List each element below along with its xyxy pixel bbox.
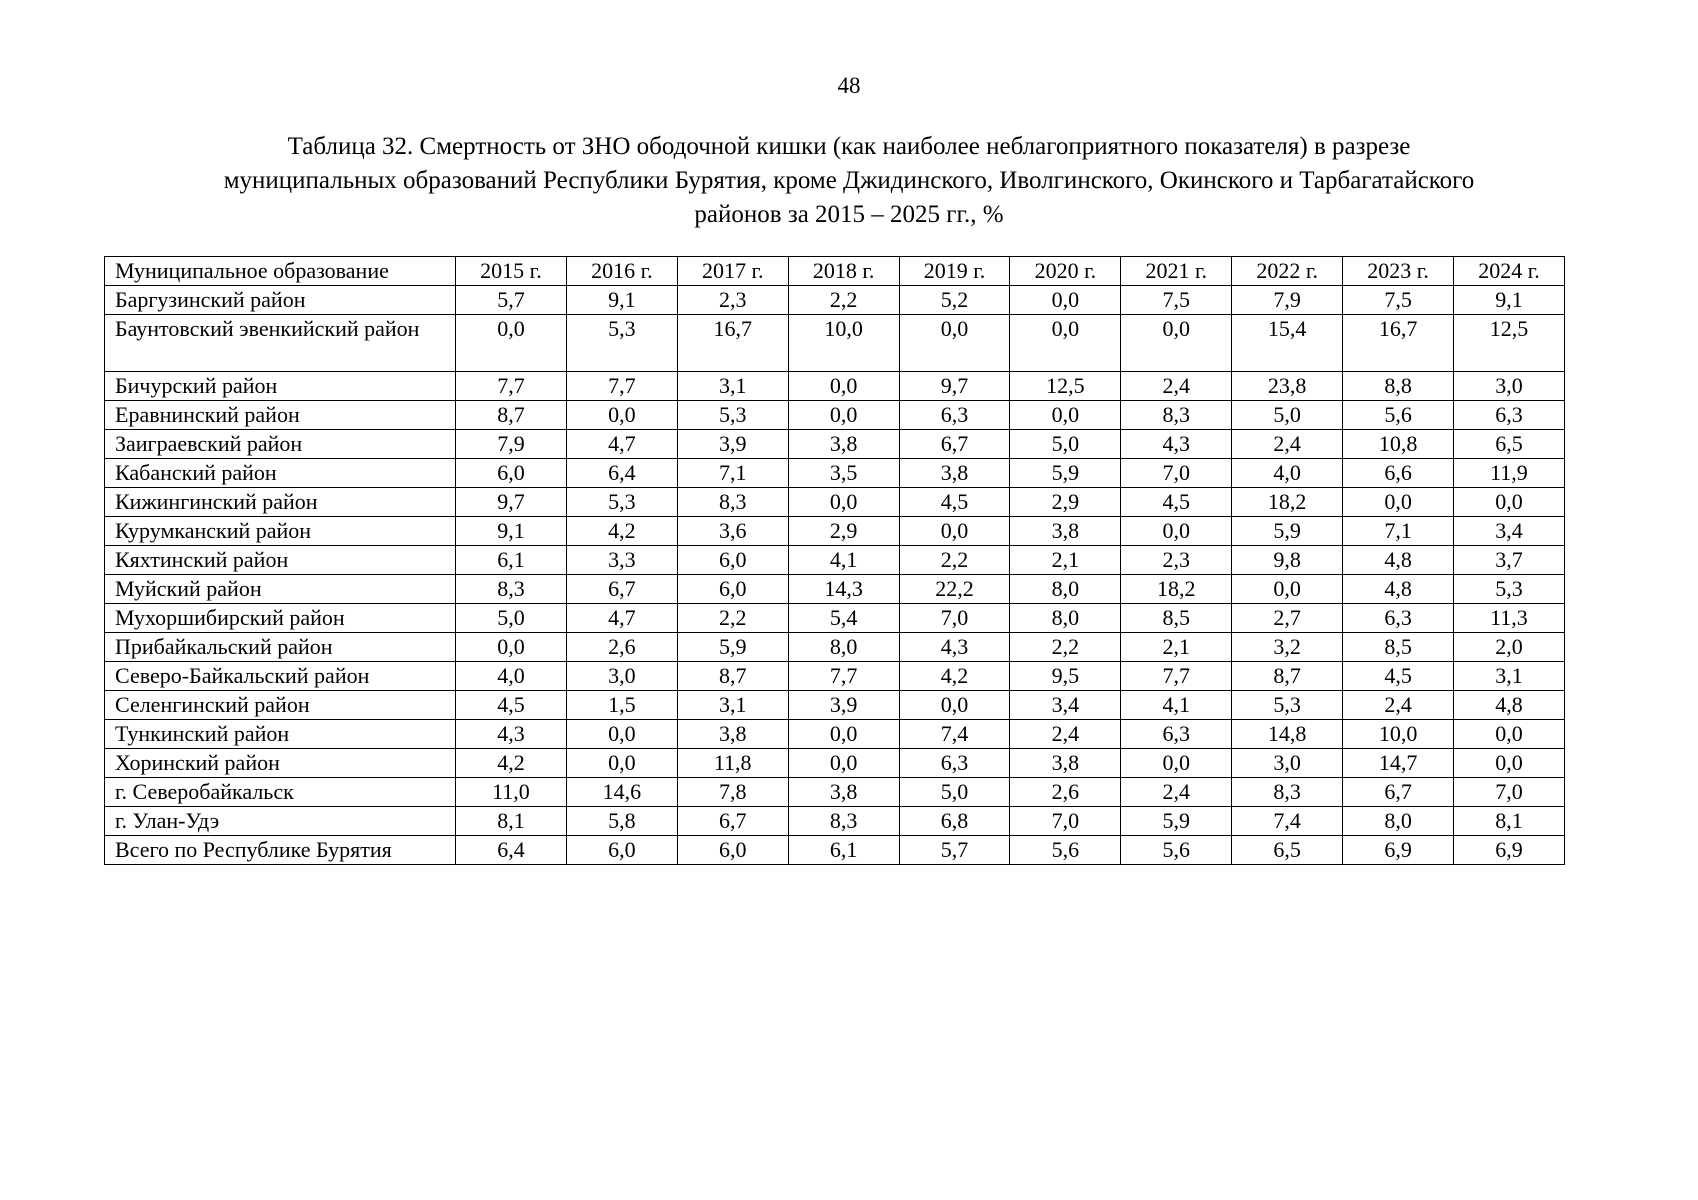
mortality-value: 5,9 <box>1121 807 1232 836</box>
mortality-value: 3,0 <box>1454 372 1565 401</box>
mortality-value: 2,7 <box>1232 604 1343 633</box>
mortality-value: 14,6 <box>566 778 677 807</box>
table-caption <box>90 130 1608 232</box>
table-row <box>105 575 1565 604</box>
header-year: 2022 г. <box>1232 257 1343 286</box>
mortality-value: 2,1 <box>1010 546 1121 575</box>
table-row <box>105 401 1565 430</box>
mortality-value: 0,0 <box>1454 749 1565 778</box>
mortality-value: 2,1 <box>1121 633 1232 662</box>
mortality-value: 0,0 <box>899 315 1010 372</box>
mortality-value: 3,9 <box>788 691 899 720</box>
mortality-value: 4,3 <box>899 633 1010 662</box>
municipality-name: Хоринский район <box>105 749 456 778</box>
mortality-value: 14,8 <box>1232 720 1343 749</box>
table-row <box>105 517 1565 546</box>
mortality-value: 6,8 <box>899 807 1010 836</box>
mortality-value: 8,7 <box>1232 662 1343 691</box>
table-row <box>105 430 1565 459</box>
mortality-value: 8,1 <box>1454 807 1565 836</box>
mortality-value: 4,5 <box>456 691 567 720</box>
mortality-value: 3,1 <box>677 691 788 720</box>
mortality-value: 0,0 <box>456 633 567 662</box>
mortality-value: 6,1 <box>788 836 899 865</box>
mortality-value: 0,0 <box>1343 488 1454 517</box>
mortality-value: 6,3 <box>1343 604 1454 633</box>
mortality-value: 5,3 <box>1232 691 1343 720</box>
mortality-value: 6,3 <box>899 749 1010 778</box>
mortality-value: 3,8 <box>1010 749 1121 778</box>
table-body <box>105 286 1565 865</box>
mortality-value: 6,3 <box>1121 720 1232 749</box>
mortality-value: 4,8 <box>1454 691 1565 720</box>
mortality-value: 5,3 <box>566 488 677 517</box>
mortality-value: 8,0 <box>1343 807 1454 836</box>
mortality-value: 0,0 <box>788 720 899 749</box>
mortality-value: 8,0 <box>1010 604 1121 633</box>
mortality-value: 0,0 <box>1121 315 1232 372</box>
table-row <box>105 604 1565 633</box>
mortality-value: 0,0 <box>788 488 899 517</box>
mortality-value: 10,0 <box>1343 720 1454 749</box>
mortality-value: 6,0 <box>677 546 788 575</box>
mortality-value: 11,3 <box>1454 604 1565 633</box>
mortality-value: 3,8 <box>1010 517 1121 546</box>
mortality-value: 14,7 <box>1343 749 1454 778</box>
mortality-value: 7,5 <box>1343 286 1454 315</box>
mortality-value: 4,5 <box>1343 662 1454 691</box>
mortality-value: 8,3 <box>1232 778 1343 807</box>
mortality-value: 4,1 <box>1121 691 1232 720</box>
municipality-name: Баунтовский эвенкийский район <box>105 315 456 372</box>
mortality-value: 6,3 <box>1454 401 1565 430</box>
mortality-value: 5,3 <box>1454 575 1565 604</box>
mortality-value: 0,0 <box>1454 720 1565 749</box>
municipality-name: Баргузинский район <box>105 286 456 315</box>
mortality-value: 0,0 <box>899 517 1010 546</box>
mortality-value: 4,8 <box>1343 546 1454 575</box>
mortality-value: 7,7 <box>1121 662 1232 691</box>
caption-line-2: муниципальных образований Республики Бурятия, кроме Джидинского, Иволгинского, Окинского и Тарбагатайского <box>223 167 1475 194</box>
mortality-value: 7,1 <box>1343 517 1454 546</box>
mortality-value: 6,1 <box>456 546 567 575</box>
mortality-value: 5,0 <box>1232 401 1343 430</box>
mortality-value: 3,8 <box>899 459 1010 488</box>
mortality-value: 3,3 <box>566 546 677 575</box>
mortality-value: 9,5 <box>1010 662 1121 691</box>
mortality-value: 0,0 <box>1454 488 1565 517</box>
mortality-value: 2,6 <box>1010 778 1121 807</box>
mortality-value: 4,7 <box>566 430 677 459</box>
mortality-value: 4,5 <box>1121 488 1232 517</box>
mortality-value: 7,4 <box>899 720 1010 749</box>
mortality-value: 2,4 <box>1343 691 1454 720</box>
mortality-value: 8,7 <box>456 401 567 430</box>
municipality-name: Северо-Байкальский район <box>105 662 456 691</box>
mortality-value: 2,9 <box>1010 488 1121 517</box>
mortality-value: 18,2 <box>1121 575 1232 604</box>
table-header-row <box>105 257 1565 286</box>
mortality-value: 6,7 <box>1343 778 1454 807</box>
mortality-value: 5,7 <box>456 286 567 315</box>
table-row <box>105 778 1565 807</box>
mortality-value: 7,9 <box>1232 286 1343 315</box>
mortality-value: 8,3 <box>456 575 567 604</box>
mortality-value: 2,6 <box>566 633 677 662</box>
mortality-value: 5,9 <box>677 633 788 662</box>
mortality-value: 2,3 <box>1121 546 1232 575</box>
mortality-value: 12,5 <box>1010 372 1121 401</box>
mortality-value: 4,2 <box>899 662 1010 691</box>
mortality-value: 2,4 <box>1232 430 1343 459</box>
mortality-value: 2,2 <box>677 604 788 633</box>
mortality-value: 8,0 <box>788 633 899 662</box>
mortality-value: 2,4 <box>1010 720 1121 749</box>
mortality-value: 2,2 <box>899 546 1010 575</box>
mortality-value: 5,6 <box>1121 836 1232 865</box>
mortality-value: 3,9 <box>677 430 788 459</box>
mortality-value: 3,8 <box>677 720 788 749</box>
mortality-value: 5,8 <box>566 807 677 836</box>
mortality-value: 0,0 <box>566 401 677 430</box>
mortality-value: 3,0 <box>1232 749 1343 778</box>
mortality-value: 7,0 <box>1010 807 1121 836</box>
mortality-value: 15,4 <box>1232 315 1343 372</box>
mortality-value: 3,0 <box>566 662 677 691</box>
table-row <box>105 633 1565 662</box>
mortality-value: 7,1 <box>677 459 788 488</box>
mortality-value: 0,0 <box>1121 749 1232 778</box>
mortality-value: 0,0 <box>788 401 899 430</box>
header-year: 2016 г. <box>566 257 677 286</box>
municipality-name: Еравнинский район <box>105 401 456 430</box>
table-row <box>105 459 1565 488</box>
mortality-value: 9,7 <box>456 488 567 517</box>
mortality-value: 6,3 <box>899 401 1010 430</box>
mortality-value: 9,8 <box>1232 546 1343 575</box>
mortality-value: 2,3 <box>677 286 788 315</box>
mortality-value: 3,2 <box>1232 633 1343 662</box>
header-year: 2023 г. <box>1343 257 1454 286</box>
caption-line-1: Таблица 32. Смертность от ЗНО ободочной кишки (как наиболее неблагоприятного показателя) в разрезе <box>287 133 1411 160</box>
municipality-name: Кабанский район <box>105 459 456 488</box>
mortality-value: 2,2 <box>788 286 899 315</box>
mortality-value: 5,2 <box>899 286 1010 315</box>
mortality-value: 5,0 <box>456 604 567 633</box>
mortality-value: 4,1 <box>788 546 899 575</box>
mortality-value: 7,7 <box>456 372 567 401</box>
mortality-value: 5,7 <box>899 836 1010 865</box>
mortality-value: 0,0 <box>788 749 899 778</box>
table-row <box>105 488 1565 517</box>
mortality-value: 6,0 <box>456 459 567 488</box>
mortality-value: 3,4 <box>1010 691 1121 720</box>
table-row <box>105 372 1565 401</box>
municipality-name: Прибайкальский район <box>105 633 456 662</box>
header-year: 2018 г. <box>788 257 899 286</box>
mortality-value: 9,1 <box>566 286 677 315</box>
header-year: 2015 г. <box>456 257 567 286</box>
municipality-name: г. Северобайкальск <box>105 778 456 807</box>
header-year: 2020 г. <box>1010 257 1121 286</box>
mortality-value: 8,7 <box>677 662 788 691</box>
mortality-value: 2,4 <box>1121 372 1232 401</box>
table-row <box>105 662 1565 691</box>
table-row <box>105 807 1565 836</box>
mortality-value: 23,8 <box>1232 372 1343 401</box>
mortality-value: 0,0 <box>899 691 1010 720</box>
mortality-value: 1,5 <box>566 691 677 720</box>
mortality-table <box>104 256 1565 865</box>
mortality-value: 5,3 <box>677 401 788 430</box>
mortality-value: 5,0 <box>899 778 1010 807</box>
mortality-value: 16,7 <box>677 315 788 372</box>
municipality-name: Тункинский район <box>105 720 456 749</box>
municipality-name: г. Улан-Удэ <box>105 807 456 836</box>
page-number: 48 <box>837 73 861 98</box>
mortality-value: 0,0 <box>566 749 677 778</box>
mortality-value: 4,0 <box>456 662 567 691</box>
mortality-value: 7,0 <box>1454 778 1565 807</box>
table-row <box>105 546 1565 575</box>
mortality-value: 8,8 <box>1343 372 1454 401</box>
mortality-value: 16,7 <box>1343 315 1454 372</box>
municipality-name: Селенгинский район <box>105 691 456 720</box>
header-year: 2021 г. <box>1121 257 1232 286</box>
header-year: 2017 г. <box>677 257 788 286</box>
mortality-value: 6,5 <box>1232 836 1343 865</box>
mortality-value: 8,0 <box>1010 575 1121 604</box>
mortality-value: 9,1 <box>1454 286 1565 315</box>
mortality-value: 2,9 <box>788 517 899 546</box>
mortality-value: 2,2 <box>1010 633 1121 662</box>
mortality-value: 6,0 <box>566 836 677 865</box>
municipality-name: Всего по Республике Бурятия <box>105 836 456 865</box>
table-row <box>105 691 1565 720</box>
mortality-value: 3,8 <box>788 430 899 459</box>
mortality-value: 6,4 <box>456 836 567 865</box>
mortality-value: 5,6 <box>1343 401 1454 430</box>
mortality-value: 6,0 <box>677 575 788 604</box>
mortality-value: 4,0 <box>1232 459 1343 488</box>
mortality-value: 9,1 <box>456 517 567 546</box>
mortality-value: 0,0 <box>1010 401 1121 430</box>
mortality-value: 7,8 <box>677 778 788 807</box>
mortality-value: 0,0 <box>566 720 677 749</box>
mortality-value: 6,7 <box>566 575 677 604</box>
mortality-value: 7,0 <box>899 604 1010 633</box>
mortality-value: 3,5 <box>788 459 899 488</box>
mortality-value: 3,1 <box>677 372 788 401</box>
municipality-name: Мухоршибирский район <box>105 604 456 633</box>
table-row <box>105 749 1565 778</box>
mortality-value: 0,0 <box>1010 286 1121 315</box>
mortality-value: 8,1 <box>456 807 567 836</box>
mortality-value: 5,0 <box>1010 430 1121 459</box>
mortality-value: 2,0 <box>1454 633 1565 662</box>
mortality-value: 4,2 <box>566 517 677 546</box>
municipality-name: Курумканский район <box>105 517 456 546</box>
mortality-value: 4,7 <box>566 604 677 633</box>
mortality-value: 22,2 <box>899 575 1010 604</box>
header-year: 2024 г. <box>1454 257 1565 286</box>
mortality-value: 5,4 <box>788 604 899 633</box>
mortality-value: 10,0 <box>788 315 899 372</box>
mortality-value: 7,4 <box>1232 807 1343 836</box>
table-row <box>105 720 1565 749</box>
mortality-value: 4,8 <box>1343 575 1454 604</box>
mortality-value: 8,3 <box>677 488 788 517</box>
mortality-value: 4,2 <box>456 749 567 778</box>
mortality-value: 6,7 <box>899 430 1010 459</box>
mortality-value: 6,9 <box>1343 836 1454 865</box>
mortality-value: 5,6 <box>1010 836 1121 865</box>
mortality-value: 5,3 <box>566 315 677 372</box>
mortality-value: 6,4 <box>566 459 677 488</box>
mortality-value: 6,9 <box>1454 836 1565 865</box>
mortality-value: 3,8 <box>788 778 899 807</box>
municipality-name: Муйский район <box>105 575 456 604</box>
mortality-value: 9,7 <box>899 372 1010 401</box>
mortality-value: 8,3 <box>788 807 899 836</box>
header-year: 2019 г. <box>899 257 1010 286</box>
table-row <box>105 836 1565 865</box>
municipality-name: Заиграевский район <box>105 430 456 459</box>
mortality-value: 4,5 <box>899 488 1010 517</box>
mortality-value: 4,3 <box>456 720 567 749</box>
mortality-value: 7,0 <box>1121 459 1232 488</box>
mortality-value: 3,4 <box>1454 517 1565 546</box>
mortality-value: 0,0 <box>1010 315 1121 372</box>
mortality-value: 14,3 <box>788 575 899 604</box>
mortality-value: 2,4 <box>1121 778 1232 807</box>
mortality-value: 6,7 <box>677 807 788 836</box>
mortality-value: 5,9 <box>1232 517 1343 546</box>
mortality-value: 3,7 <box>1454 546 1565 575</box>
mortality-value: 11,9 <box>1454 459 1565 488</box>
mortality-value: 11,0 <box>456 778 567 807</box>
mortality-value: 3,6 <box>677 517 788 546</box>
mortality-value: 0,0 <box>788 372 899 401</box>
mortality-value: 18,2 <box>1232 488 1343 517</box>
mortality-value: 12,5 <box>1454 315 1565 372</box>
mortality-value: 3,1 <box>1454 662 1565 691</box>
mortality-value: 7,5 <box>1121 286 1232 315</box>
mortality-value: 6,6 <box>1343 459 1454 488</box>
caption-line-3: районов за 2015 – 2025 гг., % <box>694 201 1004 228</box>
mortality-value: 8,5 <box>1343 633 1454 662</box>
mortality-value: 0,0 <box>1121 517 1232 546</box>
municipality-name: Кяхтинский район <box>105 546 456 575</box>
mortality-value: 8,5 <box>1121 604 1232 633</box>
mortality-value: 6,5 <box>1454 430 1565 459</box>
mortality-value: 6,0 <box>677 836 788 865</box>
table-row <box>105 286 1565 315</box>
mortality-value: 4,3 <box>1121 430 1232 459</box>
mortality-value: 8,3 <box>1121 401 1232 430</box>
mortality-value: 7,7 <box>566 372 677 401</box>
municipality-name: Кижингинский район <box>105 488 456 517</box>
mortality-value: 0,0 <box>1232 575 1343 604</box>
mortality-value: 7,7 <box>788 662 899 691</box>
mortality-value: 0,0 <box>456 315 567 372</box>
mortality-value: 5,9 <box>1010 459 1121 488</box>
mortality-value: 7,9 <box>456 430 567 459</box>
header-municipality: Муниципальное образование <box>105 257 456 286</box>
mortality-value: 11,8 <box>677 749 788 778</box>
table-row <box>105 315 1565 372</box>
mortality-value: 10,8 <box>1343 430 1454 459</box>
municipality-name: Бичурский район <box>105 372 456 401</box>
